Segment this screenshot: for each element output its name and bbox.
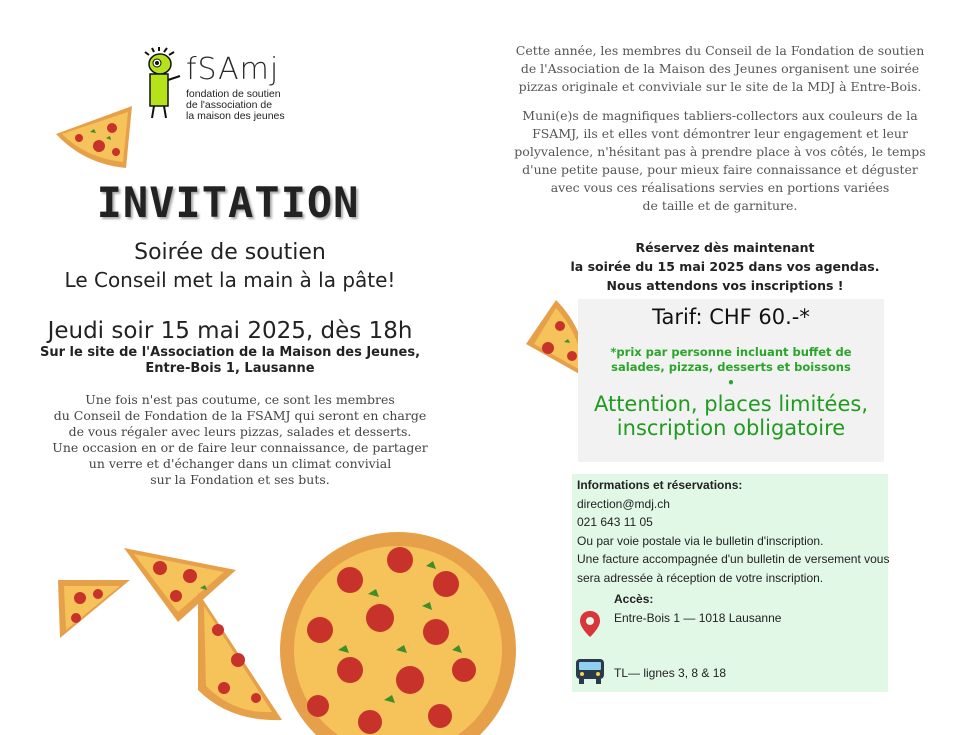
info-block	[577, 476, 889, 587]
fsamj-logo-figure	[140, 48, 184, 120]
event-place-line: Sur le site de l'Association de la Maison des Jeunes,	[39, 345, 421, 360]
tarif-note: *prix par personne incluant buffet de salades, pizzas, desserts et boissons	[610, 345, 852, 374]
info-invoice-line: Une facture accompagnée d'un bulletin de versement vous	[577, 552, 890, 566]
apron-paragraph: Muni(e)s de magnifiques tabliers-collectors aux couleurs de la FSAMJ, ils et elles vont démontrer leur engagement et leur polyvalence, n'hésitant pas à prendre place à vos côtés, le temps d'une petite pause, pour mieux faire connaissance et déguster avec vous ces réalisations servies en portions variées de taille et de garniture.	[514, 108, 926, 213]
event-place-line: Entre-Bois 1, Lausanne	[145, 361, 315, 376]
logo-wordmark: fSAmj	[186, 52, 280, 87]
tarif-price: Tarif: CHF 60.-*	[652, 305, 810, 329]
logo-subtitle-line: la maison des jeunes	[186, 110, 285, 122]
pizza-slice	[124, 548, 236, 622]
access-address: Entre-Bois 1 — 1018 Lausanne	[614, 611, 782, 625]
pizza-image	[50, 510, 476, 735]
pizza-slice	[198, 592, 282, 720]
bus-icon	[575, 657, 605, 685]
pizza-slice-image	[54, 106, 134, 168]
transport-lines: TL— lignes 3, 8 & 18	[614, 666, 727, 680]
logo-subtitle	[186, 89, 285, 122]
pizza-slice	[58, 580, 130, 638]
event-tagline: Le Conseil met la main à la pâte!	[64, 268, 396, 292]
description-paragraph: Cette année, les membres du Conseil de la Fondation de soutien de l'Association de la Maison des Jeunes organisent une soirée pizzas originale et conviviale sur le site de la MDJ à Entre-Bois.	[515, 43, 925, 94]
intro-paragraph: Une fois n'est pas coutume, ce sont les membres du Conseil de Fondation de la FSAMJ qui seront en charge de vous régaler avec leurs pizzas, salades et desserts. Une occasion en or de faire leur connaissance, de partager un verre et d'échanger dans un climat convivial sur la Fondation et ses buts.	[52, 392, 428, 487]
info-postal: Ou par voie postale via le bulletin d'inscription.	[577, 533, 824, 548]
info-email[interactable]: direction@mdj.ch	[577, 496, 670, 511]
access-heading: Accès:	[614, 592, 654, 606]
map-pin-icon	[580, 611, 600, 637]
invitation-title: INVITATION	[96, 178, 360, 227]
event-subtitle: Soirée de soutien	[134, 240, 326, 265]
logo-subtitle-line: fondation de soutien	[186, 88, 281, 100]
attention-notice: Attention, places limitées, inscription obligatoire	[593, 392, 869, 440]
reserve-notice: Réservez dès maintenant la soirée du 15 mai 2025 dans vos agendas. Nous attendons vos inscriptions !	[570, 240, 880, 293]
event-place	[30, 345, 430, 377]
info-heading: Informations et réservations:	[577, 478, 743, 492]
info-invoice-line: sera adressée à réception de votre inscription.	[577, 570, 824, 585]
bullet-separator: •	[727, 376, 735, 390]
info-phone[interactable]: 021 643 11 05	[577, 515, 653, 529]
event-date: Jeudi soir 15 mai 2025, dès 18h	[47, 318, 413, 344]
logo-subtitle-line: de l'association de	[186, 99, 273, 111]
